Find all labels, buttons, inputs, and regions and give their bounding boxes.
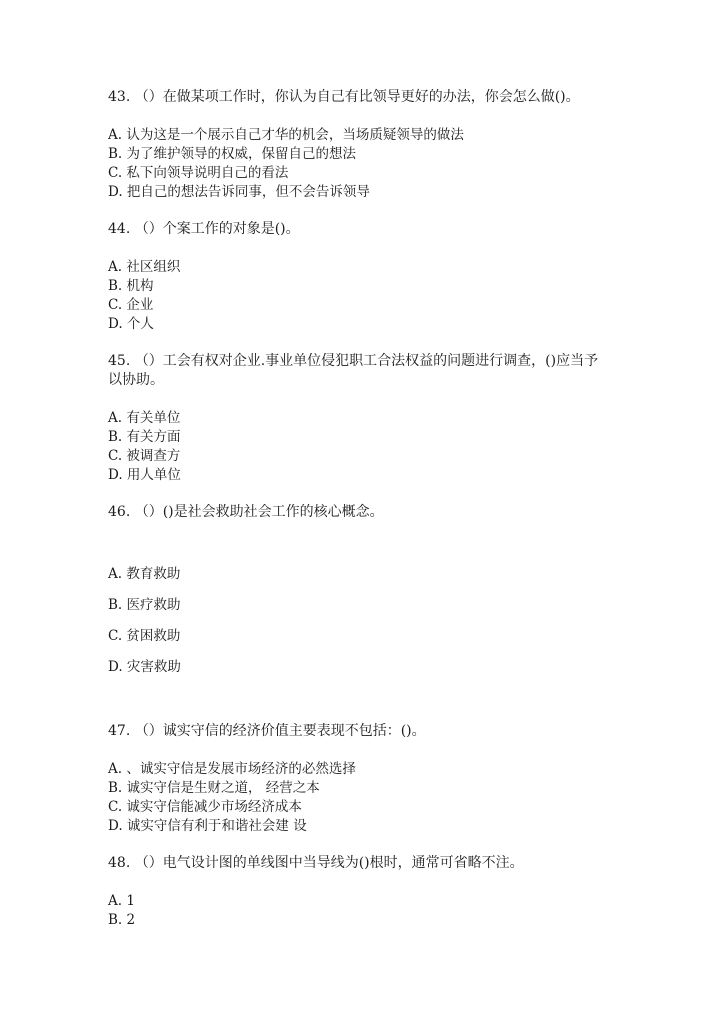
question-46-stem: 46. （）()是社会救助社会工作的核心概念。 [108, 504, 384, 520]
question-44-option-b: B. 机构 [108, 278, 154, 294]
question-45-stem-line-1: 45. （）工会有权对企业.事业单位侵犯职工合法权益的问题进行调查，()应当予 [108, 353, 599, 369]
question-45-option-b: B. 有关方面 [108, 429, 181, 445]
question-44-option-d: D. 个人 [108, 316, 154, 332]
question-43-stem: 43. （）在做某项工作时，你认为自己有比领导更好的办法，你会怎么做()。 [108, 89, 580, 105]
question-47-option-a: A. 、诚实守信是发展市场经济的必然选择 [108, 761, 356, 777]
question-45-option-a: A. 有关单位 [108, 410, 181, 426]
question-48-option-a: A. 1 [108, 893, 135, 909]
question-43-option-c: C. 私下向领导说明自己的看法 [108, 165, 289, 181]
question-44-stem: 44. （）个案工作的对象是()。 [108, 221, 300, 237]
question-44-option-a: A. 社区组织 [108, 259, 181, 275]
question-47-option-d: D. 诚实守信有利于和谐社会建 设 [108, 818, 307, 834]
question-47-option-b: B. 诚实守信是生财之道， 经营之本 [108, 780, 320, 796]
question-43-option-a: A. 认为这是一个展示自己才华的机会，当场质疑领导的做法 [108, 127, 464, 143]
question-46-option-d: D. 灾害救助 [108, 659, 181, 675]
question-48-stem: 48. （）电气设计图的单线图中当导线为()根时，通常可省略不注。 [108, 855, 524, 871]
question-46-option-a: A. 教育救助 [108, 566, 181, 582]
question-46-option-c: C. 贫困救助 [108, 628, 181, 644]
question-44-option-c: C. 企业 [108, 297, 154, 313]
question-45-option-c: C. 被调查方 [108, 448, 181, 464]
question-43-option-d: D. 把自己的想法告诉同事，但不会告诉领导 [108, 184, 370, 200]
question-48-option-b: B. 2 [108, 912, 136, 928]
question-47-option-c: C. 诚实守信能减少市场经济成本 [108, 799, 302, 815]
question-43-option-b: B. 为了维护领导的权威，保留自己的想法 [108, 146, 357, 162]
question-45-option-d: D. 用人单位 [108, 467, 181, 483]
question-45-stem-line-2: 以协助。 [108, 372, 164, 388]
question-47-stem: 47. （）诚实守信的经济价值主要表现不包括：()。 [108, 723, 426, 739]
question-46-option-b: B. 医疗救助 [108, 597, 181, 613]
